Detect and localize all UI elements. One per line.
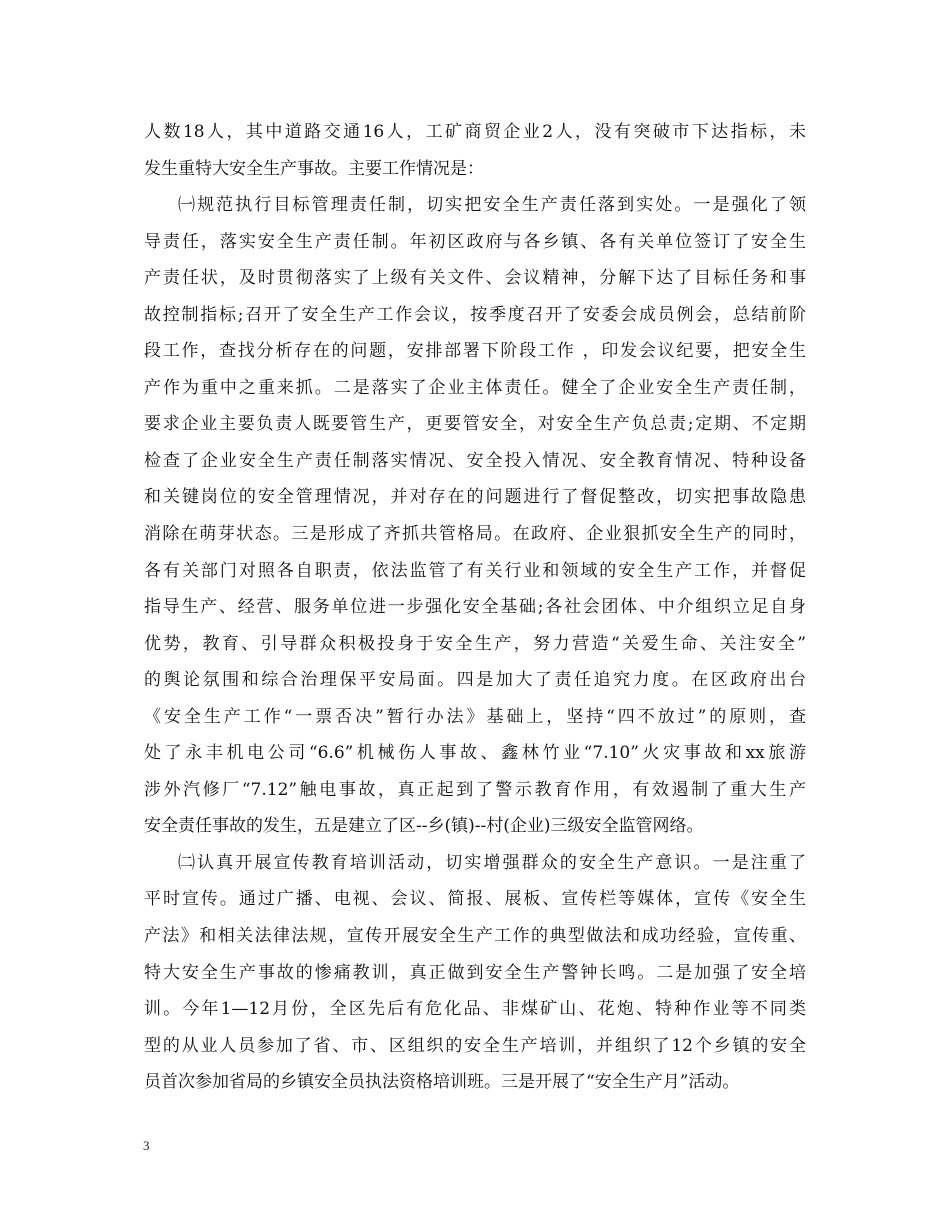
text-line: 和关键岗位的安全管理情况，并对存在的问题进行了督促整改，切实把事故隐患 bbox=[144, 487, 806, 508]
text-line: 产责任状，及时贯彻落实了上级有关文件、会议精神，分解下达了目标任务和事 bbox=[144, 268, 806, 289]
text-line: 涉外汽修厂“7.12”触电事故，真正起到了警示教育作用，有效遏制了重大生产 bbox=[144, 779, 806, 800]
text-line: 平时宣传。通过广播、电视、会议、简报、展板、宣传栏等媒体，宣传《安全生 bbox=[144, 889, 806, 910]
text-line: 检查了企业安全生产责任制落实情况、安全投入情况、安全教育情况、特种设备 bbox=[144, 450, 806, 471]
text-line: 安全责任事故的发生，五是建立了区--乡(镇)--村(企业)三级安全监管网络。 bbox=[144, 816, 704, 837]
text-line: 的舆论氛围和综合治理保平安局面。四是加大了责任追究力度。在区政府出台 bbox=[144, 670, 806, 691]
document-body bbox=[144, 114, 806, 1101]
text-line: 各有关部门对照各自职责，依法监管了有关行业和领域的安全生产工作，并督促 bbox=[144, 560, 806, 581]
text-line: 指导生产、经营、服务单位进一步强化安全基础;各社会团体、中介组织立足自身 bbox=[144, 597, 806, 618]
text-line: 《安全生产工作“一票否决”暂行办法》基础上，坚持“四不放过”的原则，查 bbox=[144, 706, 806, 727]
text-line: 优势，教育、引导群众积极投身于安全生产，努力营造“关爱生命、关注安全” bbox=[144, 633, 806, 654]
text-line: 故控制指标;召开了安全生产工作会议，按季度召开了安委会成员例会，总结前阶 bbox=[144, 304, 806, 325]
text-line: 特大安全生产事故的惨痛教训，真正做到安全生产警钟长鸣。二是加强了安全培 bbox=[144, 962, 806, 983]
text-line: 段工作，查找分析存在的问题，安排部署下阶段工作 ，印发会议纪要，把安全生 bbox=[144, 341, 806, 362]
text-line: 发生重特大安全生产事故。主要工作情况是： bbox=[144, 158, 484, 179]
text-line: 人数18人，其中道路交通16人，工矿商贸企业2人，没有突破市下达指标，未 bbox=[144, 122, 806, 142]
text-line: 员首次参加省局的乡镇安全员执法资格培训班。三是开展了“安全生产月”活动。 bbox=[144, 1072, 740, 1093]
text-line: 训。今年1—12月份，全区先后有危化品、非煤矿山、花炮、特种作业等不同类 bbox=[144, 999, 806, 1020]
text-line: 型的从业人员参加了省、市、区组织的安全生产培训，并组织了12个乡镇的安全 bbox=[144, 1035, 806, 1056]
text-line: 处了永丰机电公司“6.6”机械伤人事故、鑫林竹业“7.10”火灾事故和xx旅游 bbox=[144, 743, 806, 764]
text-line: 产法》和相关法律法规，宣传开展安全生产工作的典型做法和成功经验，宣传重、 bbox=[144, 926, 806, 947]
text-line: 消除在萌芽状态。三是形成了齐抓共管格局。在政府、企业狠抓安全生产的同时， bbox=[144, 524, 806, 545]
text-line: 要求企业主要负责人既要管生产，更要管安全，对安全生产负总责;定期、不定期 bbox=[144, 414, 806, 435]
page-number: 3 bbox=[143, 1138, 150, 1153]
paragraph-first-line: ㈠规范执行目标管理责任制，切实把安全生产责任落到实处。一是强化了领 bbox=[178, 195, 806, 216]
text-line: 产作为重中之重来抓。二是落实了企业主体责任。健全了企业安全生产责任制， bbox=[144, 377, 806, 398]
paragraph-first-line: ㈡认真开展宣传教育培训活动，切实增强群众的安全生产意识。一是注重了 bbox=[178, 852, 806, 873]
text-line: 导责任，落实安全生产责任制。年初区政府与各乡镇、各有关单位签订了安全生 bbox=[144, 231, 806, 252]
